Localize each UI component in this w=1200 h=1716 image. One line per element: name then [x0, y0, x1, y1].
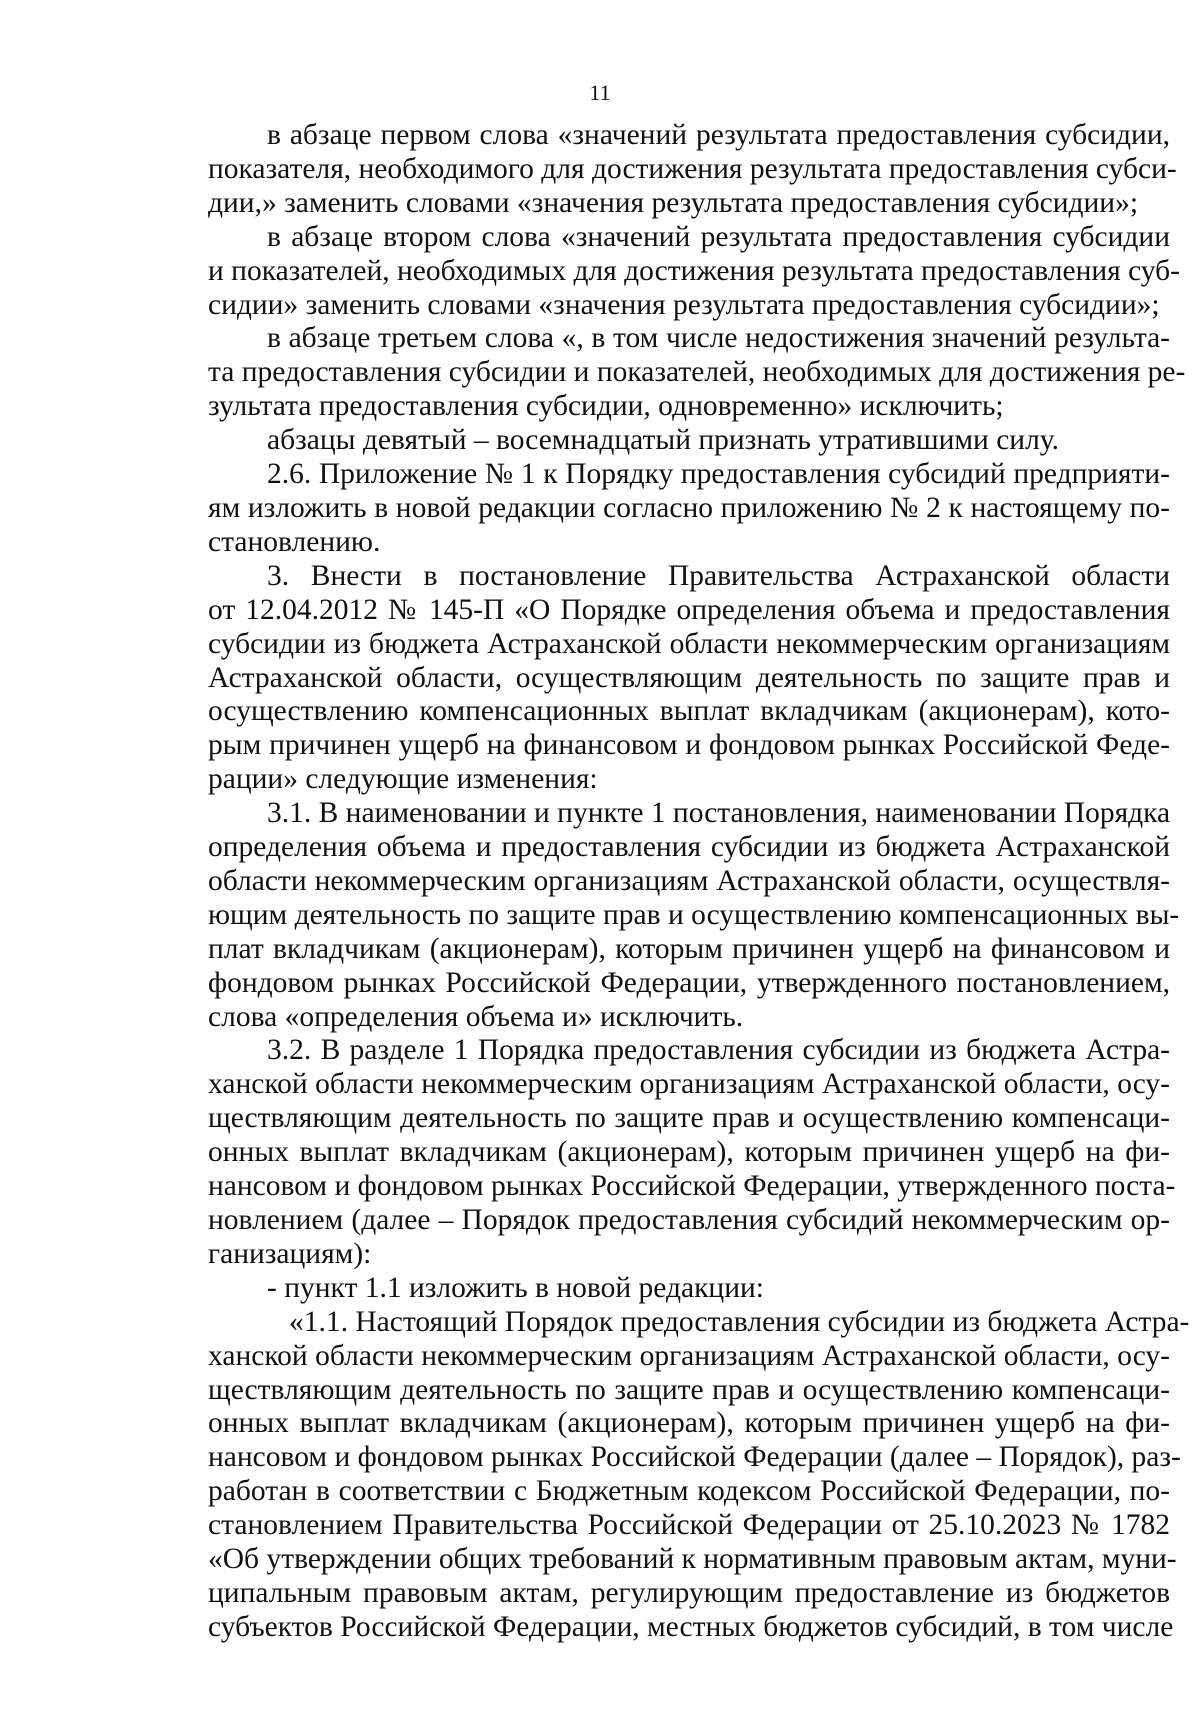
- text-line: осуществлению компенсационных выплат вкладчикам (акционерам), кото-: [208, 695, 1170, 728]
- text-line: определения объема и предоставления субсидии из бюджета Астраханской: [208, 831, 1170, 864]
- text-line: ям изложить в новой редакции согласно приложению № 2 к настоящему по-: [208, 491, 1170, 524]
- text-line: «1.1. Настоящий Порядок предоставления субсидии из бюджета Астра-: [289, 1305, 1190, 1338]
- text-line: области некоммерческим организациям Астраханской области, осуществля-: [208, 864, 1170, 897]
- text-line: ханской области некоммерческим организациям Астраханской области, осу-: [208, 1339, 1170, 1372]
- text-line: рации» следующие изменения:: [208, 763, 598, 796]
- text-line: 2.6. Приложение № 1 к Порядку предоставления субсидий предприяти-: [267, 458, 1170, 491]
- text-line: ющим деятельность по защите прав и осуществлению компенсационных вы-: [208, 898, 1180, 931]
- text-line: субъектов Российской Федерации, местных бюджетов субсидий, в том числе: [208, 1610, 1174, 1643]
- text-line: зультата предоставления субсидии, одновременно» исключить;: [208, 390, 1004, 423]
- text-line: субсидии из бюджета Астраханской области некоммерческим организациям: [208, 627, 1170, 660]
- text-line: фондовом рынках Российской Федерации, утвержденного постановлением,: [208, 966, 1170, 999]
- text-line: 3. Внести в постановление Правительства Астраханской области: [267, 559, 1170, 592]
- text-line: 3.2. В разделе 1 Порядка предоставления субсидии из бюджета Астра-: [267, 1034, 1170, 1067]
- text-line: новлением (далее – Порядок предоставления субсидий некоммерческим ор-: [208, 1204, 1170, 1236]
- text-line: в абзаце первом слова «значений результата предоставления субсидии,: [267, 119, 1170, 151]
- text-line: нансовом и фондовом рынках Российской Федерации (далее – Порядок), раз-: [208, 1441, 1181, 1474]
- text-line: «Об утверждении общих требований к нормативным правовым актам, муни-: [208, 1543, 1177, 1576]
- text-line: та предоставления субсидии и показателей, необходимых для достижения ре-: [208, 356, 1186, 389]
- text-line: дии,» заменить словами «значения результата предоставления субсидии»;: [208, 186, 1139, 219]
- text-line: плат вкладчикам (акционерам), которым причинен ущерб на финансовом и: [208, 932, 1170, 965]
- text-line: абзацы девятый – восемнадцатый признать утратившими силу.: [267, 424, 1059, 457]
- text-line: становлению.: [208, 525, 381, 558]
- text-line: онных выплат вкладчикам (акционерам), которым причинен ущерб на фи-: [208, 1407, 1170, 1440]
- text-line: и показателей, необходимых для достижения результата предоставления суб-: [208, 254, 1180, 287]
- text-line: Астраханской области, осуществляющим деятельность по защите прав и: [208, 661, 1170, 694]
- text-line: нансовом и фондовом рынках Российской Федерации, утвержденного поста-: [208, 1170, 1176, 1203]
- text-line: работан в соответствии с Бюджетным кодексом Российской Федерации, по-: [208, 1475, 1170, 1508]
- text-line: 3.1. В наименовании и пункте 1 постановления, наименовании Порядка: [267, 797, 1171, 830]
- text-line: сидии» заменить словами «значения результата предоставления субсидии»;: [208, 288, 1160, 321]
- text-line: в абзаце втором слова «значений результата предоставления субсидии: [267, 220, 1170, 253]
- text-line: от 12.04.2012 № 145-П «О Порядке определения объема и предоставления: [208, 593, 1170, 626]
- text-line: ществляющим деятельность по защите прав и осуществлению компенсаци-: [208, 1102, 1170, 1135]
- text-line: слова «определения объема и» исключить.: [208, 1000, 744, 1033]
- text-line: ганизациям):: [208, 1237, 372, 1270]
- text-line: становлением Правительства Российской Федерации от 25.10.2023 № 1782: [208, 1509, 1170, 1542]
- text-line: в абзаце третьем слова «, в том числе недостижения значений результа-: [267, 322, 1170, 355]
- text-line: рым причинен ущерб на финансовом и фондовом рынках Российской Феде-: [208, 729, 1170, 762]
- text-line: ханской области некоммерческим организациям Астраханской области, осу-: [208, 1068, 1170, 1101]
- document-body: [208, 119, 1190, 1645]
- text-line: показателя, необходимого для достижения результата предоставления субси-: [208, 152, 1177, 185]
- page-number: 11: [589, 80, 611, 105]
- text-line: онных выплат вкладчикам (акционерам), которым причинен ущерб на фи-: [208, 1136, 1170, 1169]
- text-line: ципальным правовым актам, регулирующим предоставление из бюджетов: [208, 1576, 1170, 1609]
- text-line: - пункт 1.1 изложить в новой редакции:: [267, 1271, 764, 1304]
- text-line: ществляющим деятельность по защите прав и осуществлению компенсаци-: [208, 1373, 1170, 1406]
